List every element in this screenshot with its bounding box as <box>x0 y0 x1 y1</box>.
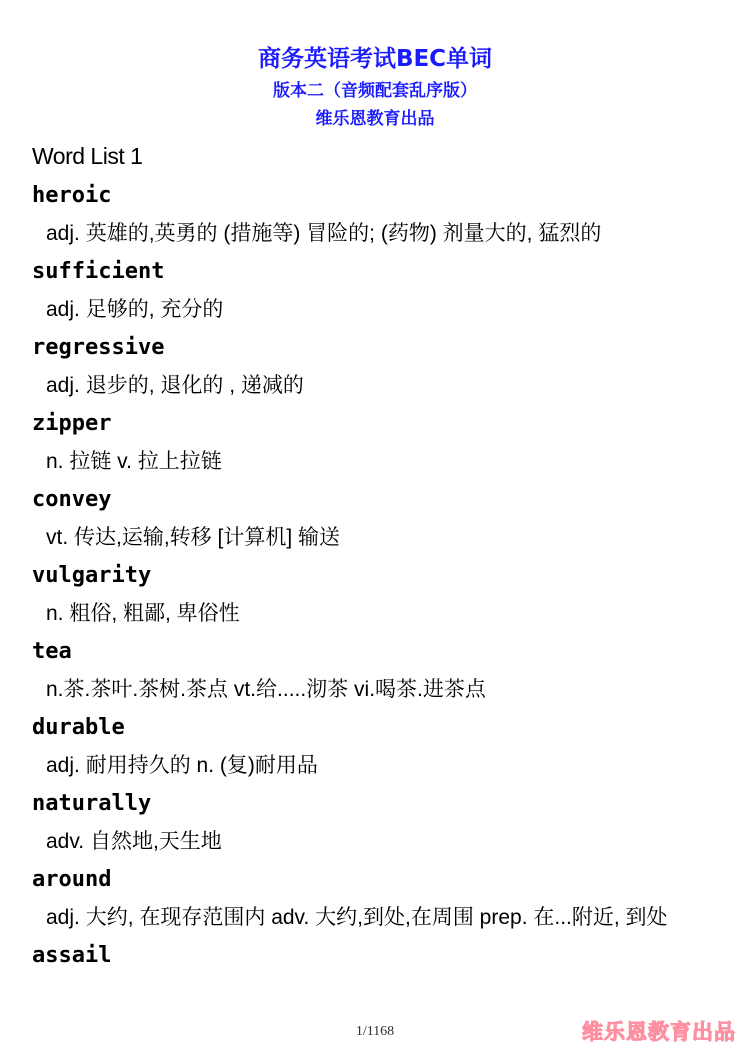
entry-definition: adj. 耐用持久的 n. (复)耐用品 <box>46 754 318 777</box>
entry-definition: n.茶.茶叶.茶树.茶点 vt.给.....沏茶 vi.喝茶.进茶点 <box>46 678 486 701</box>
entry-definition: n. 拉链 v. 拉上拉链 <box>46 450 222 473</box>
entry-definition: n. 粗俗, 粗鄙, 卑俗性 <box>46 602 240 625</box>
page-number: 1/1168 <box>355 1024 395 1039</box>
word-entry <box>32 405 722 481</box>
entry-word: zipper <box>32 411 112 436</box>
word-entry <box>32 253 722 329</box>
word-entry <box>32 329 722 405</box>
entry-word: convey <box>32 487 112 512</box>
word-entry <box>32 177 722 253</box>
publisher-line: 维乐恩教育出品 <box>315 109 435 129</box>
entry-definition: adv. 自然地,天生地 <box>46 830 222 853</box>
entry-definition: adj. 退步的, 退化的 , 递减的 <box>46 374 304 397</box>
entry-word: durable <box>32 715 125 740</box>
entry-definition: adj. 大约, 在现存范围内 adv. 大约,到处,在周围 prep. 在...附近, 到处 <box>46 906 668 929</box>
entry-word: heroic <box>32 183 112 208</box>
entry-definition: vt. 传达,运输,转移 [计算机] 输送 <box>46 526 341 549</box>
entry-word: sufficient <box>32 259 165 284</box>
entry-word: around <box>32 867 112 892</box>
entry-definition: adj. 足够的, 充分的 <box>46 298 224 321</box>
entry-definition: adj. 英雄的,英勇的 (措施等) 冒险的; (药物) 剂量大的, 猛烈的 <box>46 222 602 245</box>
word-entry <box>32 481 722 557</box>
document-subtitle: 版本二（音频配套乱序版） <box>273 81 477 101</box>
word-entry <box>32 861 722 937</box>
word-entry <box>32 937 722 975</box>
word-entry <box>32 709 722 785</box>
document-title: 商务英语考试BEC单词 <box>257 46 493 72</box>
word-entry <box>32 557 722 633</box>
publisher-watermark: 维乐恩教育出品 <box>582 1020 736 1044</box>
entry-word: naturally <box>32 791 152 816</box>
word-entry <box>32 633 722 709</box>
entry-word: tea <box>32 639 72 664</box>
word-list-heading: Word List 1 <box>32 143 143 169</box>
entry-word: assail <box>32 943 112 968</box>
entry-word: regressive <box>32 335 165 360</box>
entry-word: vulgarity <box>32 563 152 588</box>
word-entry <box>32 785 722 861</box>
word-entries <box>32 177 722 975</box>
